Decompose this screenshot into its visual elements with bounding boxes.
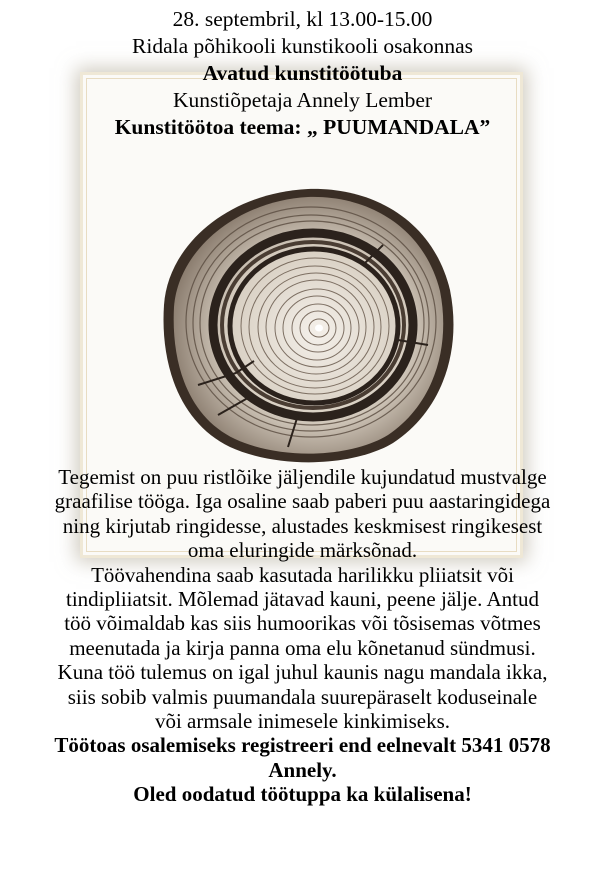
event-location: Ridala põhikooli kunstikooli osakonnas bbox=[132, 34, 473, 58]
tree-ring-icon bbox=[158, 185, 458, 465]
description-line: Kuna töö tulemus on igal juhul kaunis nagu mandala ikka, bbox=[57, 660, 548, 685]
description-line: või armsale inimesele kinkimiseks. bbox=[154, 709, 451, 734]
welcome-line: Oled oodatud töötuppa ka külalisena! bbox=[133, 782, 472, 807]
description-line: siis sobib valmis puumandala suurepäraselt koduseinale bbox=[67, 684, 538, 709]
event-title: Avatud kunstitöötuba bbox=[202, 61, 403, 85]
registration-line: Töötoas osalemiseks registreeri end eelnevalt 5341 0578 bbox=[54, 733, 551, 758]
description-line: ning kirjutab ringidesse, alustades keskmisest ringikesest bbox=[62, 513, 543, 538]
workshop-theme: Kunstitöötoa teema: „ PUUMANDALA” bbox=[114, 115, 491, 139]
description bbox=[0, 465, 605, 807]
description-line: meenutada ja kirja panna oma elu kõnetanud sündmusi. bbox=[69, 635, 536, 660]
description-line: oma eluringide märksõnad. bbox=[187, 538, 418, 563]
description-line: Töövahendina saab kasutada harilikku pliiatsit või bbox=[91, 562, 514, 587]
description-line: tindipliiatsit. Mõlemad jätavad kauni, peene jälje. Antud bbox=[66, 587, 539, 612]
description-line: töö võimaldab kas siis humoorikas või tõsisemas võtmes bbox=[64, 611, 541, 636]
teacher-name: Kunstiõpetaja Annely Lember bbox=[172, 88, 433, 112]
event-date-time: 28. septembril, kl 13.00-15.00 bbox=[172, 7, 433, 31]
registration-contact: Annely. bbox=[268, 757, 337, 782]
description-line: graafilise tööga. Iga osaline saab paberi puu aastaringidega bbox=[54, 489, 551, 514]
header bbox=[0, 6, 605, 141]
description-line: Tegemist on puu ristlõike jäljendile kujundatud mustvalge bbox=[58, 465, 547, 489]
